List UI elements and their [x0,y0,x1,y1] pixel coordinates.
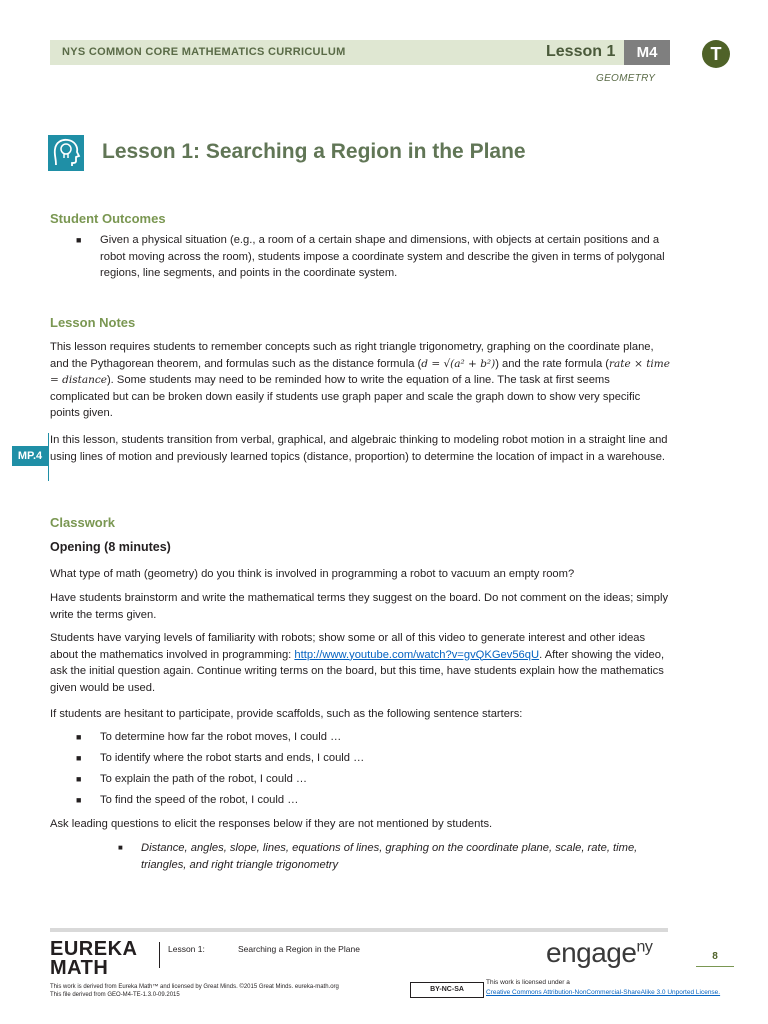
page-title: Lesson 1: Searching a Region in the Plane [102,140,526,163]
license-link[interactable]: Creative Commons Attribution-NonCommercial-ShareAlike 3.0 Unported License. [486,989,721,996]
cc-license-badge: BY-NC-SA [410,982,484,998]
lightbulb-icon [48,135,84,171]
video-paragraph: Students have varying levels of familiarity with robots; show some or all of this video to generate interest and other ideas about the mathematics involved in programming: http://www.youtube.com/watch?v=gvQKGev56qU. After showing the video, ask the initial question again. Continue writing terms on the board, but this time, have students explain how the mathematics given would be used. [50,632,665,694]
bullet-icon: ■ [76,774,82,784]
derived-notice: This work is derived from Eureka Math™ and licensed by Great Minds. ©2015 Great Minds. eureka-math.org [50,984,339,990]
license-text: This work is licensed under a [486,979,570,986]
video-link[interactable]: http://www.youtube.com/watch?v=gvQKGev56qU [294,648,540,661]
footer-lesson-label: Lesson 1: [168,944,205,954]
starter-item: To determine how far the robot moves, I could … [100,731,342,743]
lesson-notes-paragraph-2: In this lesson, students transition from verbal, graphical, and algebraic thinking to modeling robot motion in a straight line and using lines of motion and previously learned topics (distance, proportion) to determine the location of impact in a warehouse. [50,434,668,463]
bullet-icon: ■ [76,235,82,245]
bullet-icon: ■ [76,732,82,742]
outcome-item: Given a physical situation (e.g., a room of a certain shape and dimensions, with objects at certain positions and a robot moving across the room), students impose a coordinate system and describe the given in terms of polygonal regions, line segments, and points in the coordinate system. [100,234,665,279]
eureka-math-logo: EUREKA MATH [50,938,138,979]
module-badge: M4 [624,40,670,65]
scaffold-paragraph: If students are hesitant to participate, provide scaffolds, such as the following sentence starters: [50,708,523,720]
curriculum-label: NYS COMMON CORE MATHEMATICS CURRICULUM [62,46,346,58]
lesson-notes-heading: Lesson Notes [50,315,136,330]
starter-item: To find the speed of the robot, I could … [100,794,299,806]
classwork-heading: Classwork [50,515,116,530]
opening-question: What type of math (geometry) do you think is involved in programming a robot to vacuum an empty room? [50,568,575,580]
engageny-logo: engage$^{ny}$ [546,937,653,968]
footer-lesson-title: Searching a Region in the Plane [238,944,360,954]
page-number: 8 [712,951,718,962]
leading-questions-paragraph: Ask leading questions to elicit the responses below if they are not mentioned by students. [50,818,493,830]
lesson-label: Lesson 1 [546,43,616,60]
rate-formula: rate × time = distance [50,357,670,386]
distance-formula: d = √(a² + b²) [421,357,496,370]
brainstorm-paragraph: Have students brainstorm and write the mathematical terms they suggest on the board. Do not comment on the ideas; simply write the terms given. [50,592,669,621]
sub-bullet-icon: ■ [118,843,123,852]
footer-divider [159,942,160,968]
opening-heading: Opening (8 minutes) [50,540,171,554]
file-notice: This file derived from GEO-M4-TE-1.3.0-09.2015 [50,992,180,998]
lesson-notes-paragraph-1: This lesson requires students to remember concepts such as right triangle trigonometry, graphing on the coordinate plane, and the Pythagorean theorem, and formulas such as the distance formula (d = √(a² + b²)) and the rate formula (rate × time = distance). Some students may need to be reminded how to write the equation of a line. The task at first seems complicated but can be broken down easily if students use graph paper and scale the graph down to show very specific points given. [50,341,670,419]
subject-label: GEOMETRY [596,73,656,84]
mp-marker-line [48,433,49,481]
mp-badge: MP.4 [12,446,48,466]
student-outcomes-heading: Student Outcomes [50,211,166,226]
starter-item: To explain the path of the robot, I could … [100,773,308,785]
starter-item: To identify where the robot starts and ends, I could … [100,752,365,764]
bullet-icon: ■ [76,795,82,805]
page-number-rule [696,966,734,967]
footer-rule [50,928,668,932]
bullet-icon: ■ [76,753,82,763]
expected-responses: Distance, angles, slope, lines, equations of lines, graphing on the coordinate plane, scale, rate, time, triangles, and right triangle trigonometry [141,842,638,871]
teacher-badge: T [702,40,730,68]
